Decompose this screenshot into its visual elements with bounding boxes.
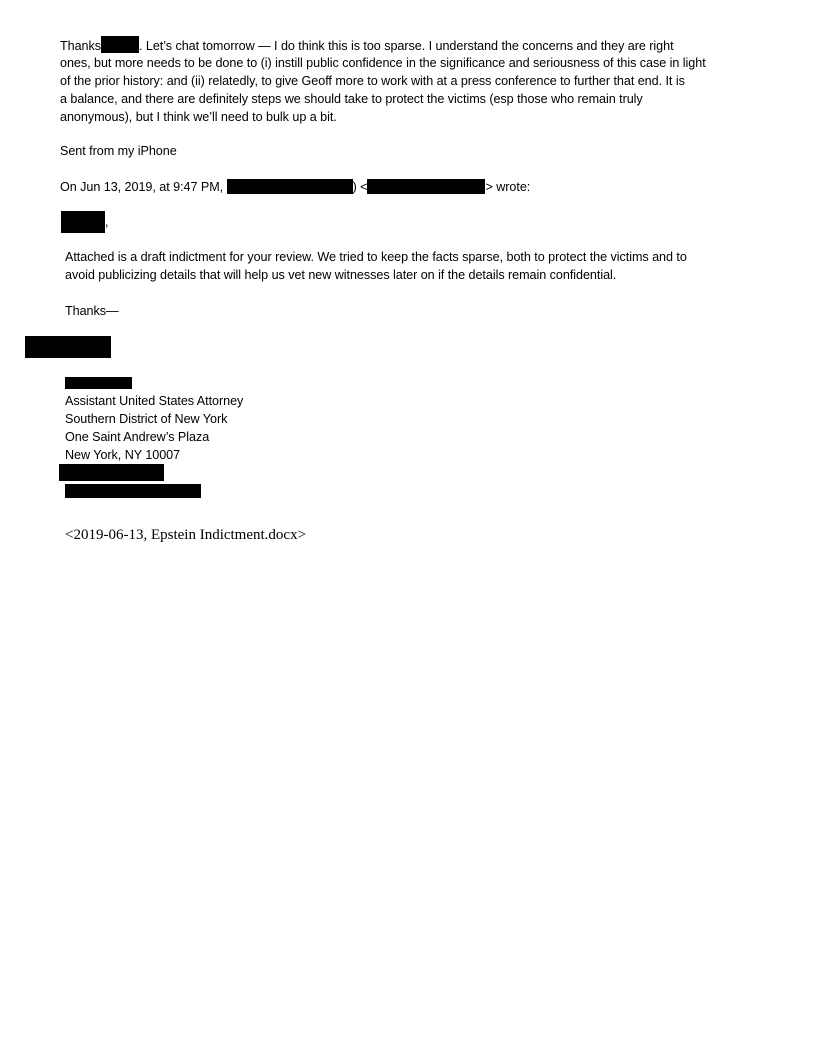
signature-office: Southern District of New York <box>65 412 228 426</box>
redaction-phone <box>59 464 164 481</box>
quote-header-date: On Jun 13, 2019, at 9:47 PM, <box>60 180 224 194</box>
redaction-signer-name <box>65 377 132 389</box>
redaction-email <box>65 484 201 498</box>
reply-line-4: a balance, and there are definitely steps we should take to protect the victims (esp those who remain truly <box>60 92 643 106</box>
redaction-sender-name <box>227 179 353 194</box>
reply-line-3: of the prior history: and (ii) relatedly, to give Geoff more to work with at a press conference to further that end. It is <box>60 74 685 88</box>
quote-header <box>60 178 530 196</box>
original-body-line-1: Attached is a draft indictment for your review. We tried to keep the facts sparse, both to protect the victims and to <box>65 250 687 264</box>
redaction-sender-email <box>367 179 485 194</box>
reply-thanks: Thanks <box>60 39 101 53</box>
greeting-comma: , <box>105 215 109 229</box>
redaction-recipient-name <box>101 36 139 53</box>
redaction-greeting-name <box>61 211 105 233</box>
redaction-author-block <box>25 336 111 358</box>
sent-from-signature: Sent from my iPhone <box>60 144 177 158</box>
attachment-filename: <2019-06-13, Epstein Indictment.docx> <box>65 527 307 543</box>
reply-line-5: anonymous), but I think we’ll need to bulk up a bit. <box>60 110 337 124</box>
original-body-line-2: avoid publicizing details that will help us vet new witnesses later on if the details remain confidential. <box>65 268 617 282</box>
original-closing: Thanks— <box>65 304 119 318</box>
signature-title: Assistant United States Attorney <box>65 394 244 408</box>
reply-line-2: ones, but more needs to be done to (i) instill public confidence in the significance and seriousness of this case in light <box>60 56 706 70</box>
quote-header-bracket: ) < <box>352 180 368 194</box>
signature-address: One Saint Andrew’s Plaza <box>65 430 210 444</box>
signature-city: New York, NY 10007 <box>65 448 181 462</box>
reply-line-1-rest: . Let’s chat tomorrow — I do think this is too sparse. I understand the concerns and they are right <box>139 39 674 53</box>
reply-line-1 <box>60 36 674 55</box>
quote-header-wrote: > wrote: <box>485 180 531 194</box>
